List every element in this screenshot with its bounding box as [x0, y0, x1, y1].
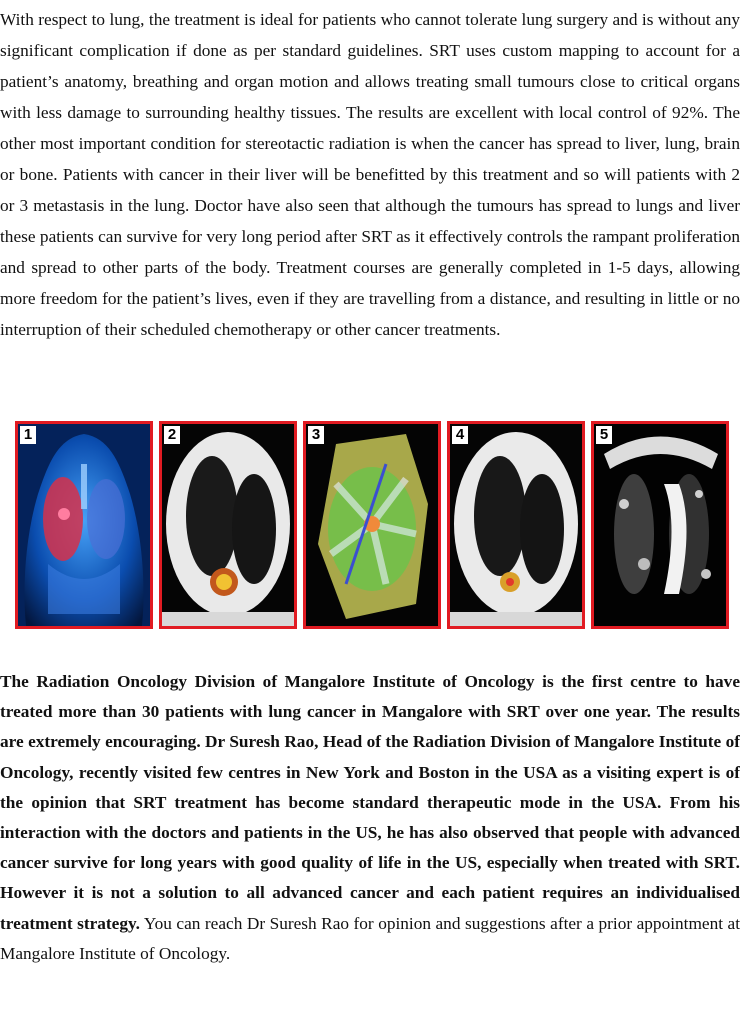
lung-anatomy-icon [18, 424, 150, 626]
figure-5 [591, 421, 729, 629]
figure-2 [159, 421, 297, 629]
ct-scan-followup-icon [594, 424, 726, 626]
ct-scan-dose-icon [450, 424, 582, 626]
division-paragraph-bold: The Radiation Oncology Division of Mangalore Institute of Oncology is the first centre to have treated more than 30 patients with lung cancer in Mangalore with SRT over one year. The results are extremely encouraging. Dr Suresh Rao, Head of the Radiation Division of Mangalore Institute of Oncology, recently visited few centres in New York and Boston in the USA as a visiting expert is of the opinion that SRT treatment has become standard therapeutic mode in the USA. From his interaction with the doctors and patients in the US, he has also observed that people with advanced cancer survive for long years with good quality of life in the US, especially when treated with SRT. However it is not a solution to all advanced cancer and each patient requires an individualised treatment strategy. [0, 672, 740, 933]
figure-3 [303, 421, 441, 629]
figure-4 [447, 421, 585, 629]
figure-strip [15, 421, 735, 629]
figure-number: 3 [308, 426, 324, 444]
figure-number: 5 [596, 426, 612, 444]
division-paragraph-regular: You can reach Dr Suresh Rao for opinion and suggestions after a prior appointment at Mangalore Institute of Oncology. [0, 913, 740, 963]
ct-scan-tumour-icon [162, 424, 294, 626]
3d-treatment-plan-icon [306, 424, 438, 626]
figure-1 [15, 421, 153, 629]
figure-number: 2 [164, 426, 180, 444]
figure-number: 1 [20, 426, 36, 444]
intro-paragraph: With respect to lung, the treatment is ideal for patients who cannot tolerate lung surgery and is without any significant complication if done as per standard guidelines. SRT uses custom mapping to account for a patient’s anatomy, breathing and organ motion and allows treating small tumours close to critical organs with less damage to surrounding healthy tissues. The results are excellent with local control of 92%. The other most important condition for stereotactic radiation is when the cancer has spread to liver, lung, brain or bone. Patients with cancer in their liver will be benefitted by this treatment and so will patients with 2 or 3 metastasis in the lung. Doctor have also seen that although the tumours has spread to lungs and liver these patients can survive for very long period after SRT as it effectively controls the rampant proliferation and spread to other parts of the body. Treatment courses are generally completed in 1-5 days, allowing more freedom for the patient’s lives, even if they are travelling from a distance, and resulting in little or no interruption of their scheduled chemotherapy or other cancer treatments. [0, 10, 740, 339]
figure-number: 4 [452, 426, 468, 444]
division-paragraph [0, 667, 740, 969]
